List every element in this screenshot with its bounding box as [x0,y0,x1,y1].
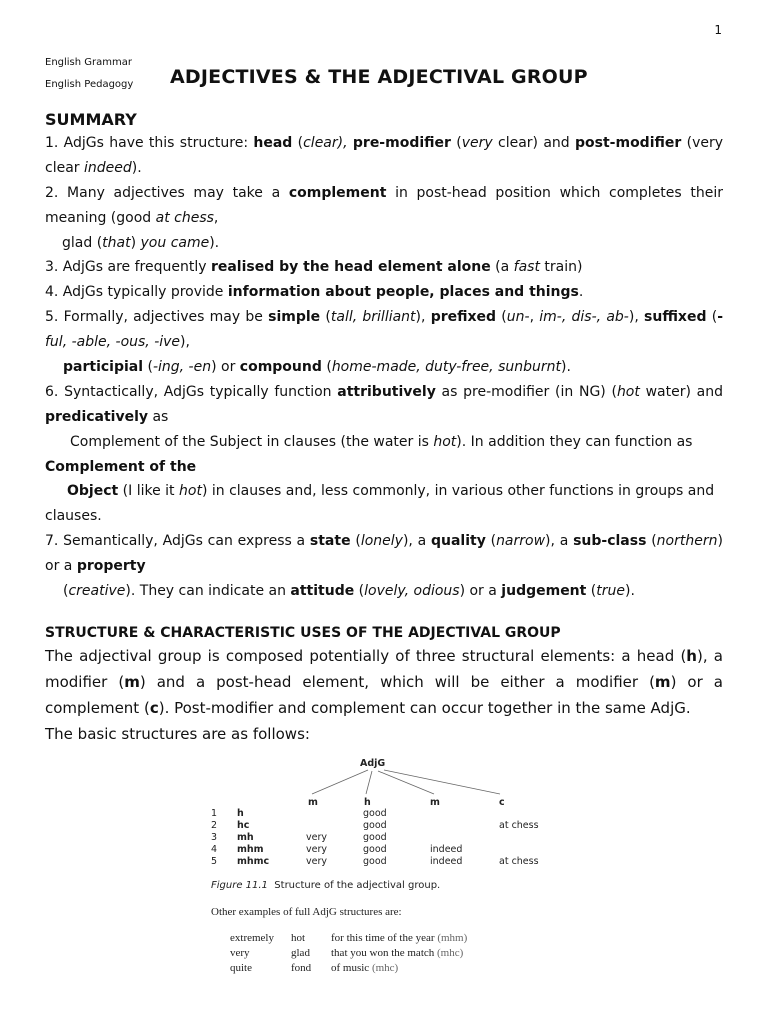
summary-line [45,479,723,504]
text-run: ). [625,583,635,600]
text-run: ( [320,309,331,326]
paragraph-line [45,695,723,721]
text-run: head [253,135,293,151]
summary-line [45,554,723,579]
text-run: predicatively [45,408,149,425]
summary-line [45,504,723,529]
text-run: ) and a post-head element, which will be either a modifier ( [139,673,655,691]
text-run: modifier ( [45,673,125,691]
text-run: ( [143,359,153,376]
text-run: pre-modifier [352,135,451,151]
text-run: ( [354,583,365,600]
column-h: h [364,797,371,808]
text-run: hot [179,483,202,500]
text-run: realised by the head element alone [210,259,491,276]
text-run: ). [561,359,571,376]
text-run: h [686,647,697,665]
text-run: lonely [360,533,403,550]
text-run: (a [490,259,514,276]
text-run: - [717,309,723,326]
structure-cell-c: at chess [499,856,539,867]
text-run: indeed [84,159,132,176]
text-run: hot [433,433,457,450]
example-cell-a: extremely [230,932,274,944]
text-run: as pre-modifier (in NG) ( [435,383,617,400]
structure-cell-s: h [237,808,244,819]
text-run: ). [209,234,220,251]
text-run: lovely, odious [364,583,460,600]
structure-heading: STRUCTURE & CHARACTERISTIC USES OF THE ADJECTIVAL GROUP [45,625,561,641]
summary-line [45,206,723,231]
summary-line [45,579,723,604]
text-run: quality [430,533,486,550]
text-run: train) [539,259,583,276]
text-run: -ing, -en [152,359,212,376]
text-run: ), a [402,533,431,550]
text-run: in post-head position which completes their [386,184,724,201]
summary-line [45,181,723,206]
paragraph-line [45,721,723,747]
text-run: ( [292,135,304,151]
structure-cell-m2: indeed [430,844,463,855]
example-structure-code: (mhc) [371,962,399,974]
structure-cell-h: good [363,820,387,831]
text-run: clear [45,159,84,176]
text-run: northern [656,533,718,550]
text-run: attitude [290,583,355,600]
text-run: ) or a [670,673,723,691]
text-run: 7. Semantically, AdjGs can express a [45,533,310,550]
text-run: clauses. [45,508,102,525]
example-cell-a: very [230,947,250,959]
example-cell-c: for this time of the year (mhm) [331,932,468,944]
text-run: ), [180,334,190,351]
text-run: , [213,209,219,226]
example-cell-b: hot [291,932,306,944]
summary-line [45,380,723,405]
structure-cell-h: good [363,856,387,867]
text-run: complement ( [45,699,150,717]
text-run: meaning (good [45,209,156,226]
text-run: ) [130,234,141,251]
structure-cell-h: good [363,844,387,855]
summary-line [45,280,723,305]
text-run: at chess [155,209,214,226]
structure-cell-n: 3 [211,832,218,843]
text-run: im-, dis-, ab- [539,309,629,326]
summary-line [45,231,723,256]
summary-line [45,305,723,330]
text-run: fast [513,259,540,276]
text-run: Complement of the Subject in clauses (the water is [70,433,434,450]
text-run: ) or a [459,583,502,600]
text-run: c [149,699,159,717]
summary-line [45,529,723,554]
caption-text: Structure of the adjectival group. [274,880,441,891]
figure-caption [211,880,440,891]
text-run: , [529,309,540,326]
paragraph-line [45,669,723,695]
text-run: prefixed [430,309,497,326]
text-run: ( [321,359,332,376]
text-run: ) or [211,359,240,376]
summary-line [45,355,723,380]
column-c: c [499,797,505,808]
example-cell-c: of music (mhc) [331,962,399,974]
structure-cell-c: at chess [499,820,539,831]
text-run: post-modifier [575,135,682,151]
text-run: you came [140,234,210,251]
text-run: ( [496,309,507,326]
column-m-post: m [430,797,440,808]
text-run: water) and [639,383,724,400]
text-run: ). Post-modifier and complement can occur together in the same AdjG. [158,699,691,717]
text-run: -able, [71,334,116,351]
text-run: m [654,673,671,691]
structure-cell-s: hc [237,820,250,831]
text-run: ( [646,533,657,550]
text-run: ), a [696,647,723,665]
text-run: m [124,673,140,691]
text-run: ), [415,309,431,326]
structure-cell-m2: indeed [430,856,463,867]
summary-line [45,255,723,280]
header-subject: English Pedagogy [45,79,134,90]
example-cell-a: quite [230,962,252,974]
summary-line [45,330,723,355]
structure-cell-m: very [306,844,327,855]
summary-line [45,430,723,455]
text-run: The adjectival group is composed potentially of three structural elements: a head ( [45,647,687,665]
text-run: ). [131,159,142,176]
page-title: ADJECTIVES & THE ADJECTIVAL GROUP [170,66,588,88]
examples-heading: Other examples of full AdjG structures are: [211,906,402,918]
text-run: ). In addition they can function as [456,433,693,450]
text-run: clear), [303,135,348,151]
summary-list [45,131,723,604]
text-run: judgement [501,583,587,600]
summary-line [45,405,723,430]
example-cell-b: glad [291,947,310,959]
caption-label: Figure 11.1 [211,880,268,891]
text-run: -ous, [115,334,155,351]
structure-paragraph [45,643,723,747]
structure-cell-n: 1 [211,808,218,819]
text-run: ), a [545,533,574,550]
column-m: m [308,797,318,808]
structure-cell-h: good [363,832,387,843]
text-run: clear) and [492,135,575,151]
example-cell-b: fond [291,962,312,974]
text-run: ( [586,583,597,600]
text-run: creative [68,583,126,600]
text-run: very [461,135,493,151]
text-run: Complement of the [45,458,197,475]
text-run: sub-class [573,533,647,550]
text-run: 1. AdjGs have this structure: [45,135,254,151]
text-run: Object [67,483,119,500]
text-run: ( [350,533,361,550]
summary-line [45,131,723,156]
text-run: home-made, duty-free, sunburnt [331,359,561,376]
text-run: 2. Many adjectives may take a [45,184,289,201]
text-run: tall, brilliant [330,309,416,326]
text-run: ( [450,135,462,151]
text-run: property [76,558,146,575]
structure-cell-s: mhmc [237,856,270,867]
example-structure-code: (mhc) [437,947,464,959]
structure-cell-s: mhm [237,844,264,855]
structure-cell-n: 4 [211,844,218,855]
text-run: un- [506,309,530,326]
text-run: state [309,533,351,550]
text-run: 4. AdjGs typically provide [45,284,228,301]
text-run: participial [63,359,144,376]
example-cell-c: that you won the match (mhc) [331,947,464,959]
text-run: simple [268,309,321,326]
summary-heading: SUMMARY [45,110,137,129]
text-run: ( [706,309,718,326]
text-run: true [596,583,625,600]
text-run: as [148,408,169,425]
structure-cell-s: mh [237,832,254,843]
text-run: suffixed [644,309,707,326]
text-run: . [578,284,584,301]
structure-cell-n: 2 [211,820,218,831]
text-run: ) in clauses and, less commonly, in various other functions in groups and [201,483,715,500]
text-run: ) [717,533,723,550]
text-run: ( [63,583,69,600]
text-run: ), [628,309,645,326]
structure-figure [200,750,560,990]
text-run: The basic structures are as follows: [45,725,310,743]
text-run: complement [288,184,387,201]
text-run: ( [485,533,497,550]
text-run: ). They can indicate an [125,583,291,600]
text-run: narrow [496,533,546,550]
structure-cell-n: 5 [211,856,218,867]
page-number: 1 [714,23,722,37]
text-run: 3. AdjGs are frequently [45,259,211,276]
text-run: 5. Formally, adjectives may be [45,309,269,326]
tree-root: AdjG [360,758,386,769]
example-structure-code: (mhm) [437,932,468,944]
text-run: compound [239,359,322,376]
text-run: -ive [154,334,181,351]
text-run: attributively [337,383,436,400]
text-run: 6. Syntactically, AdjGs typically function [45,383,338,400]
structure-cell-m: very [306,856,327,867]
summary-line [45,455,723,480]
summary-line [45,156,723,181]
text-run: ful, [45,334,72,351]
text-run: (I like it [118,483,179,500]
text-run: that [102,234,131,251]
text-run: or a [45,558,77,575]
structure-cell-m: very [306,832,327,843]
structure-cell-h: good [363,808,387,819]
paragraph-line [45,643,723,669]
text-run: (very [681,135,724,151]
text-run: information about people, places and things [227,284,579,301]
text-run: glad ( [62,234,103,251]
header-course: English Grammar [45,57,132,68]
text-run: hot [616,383,640,400]
